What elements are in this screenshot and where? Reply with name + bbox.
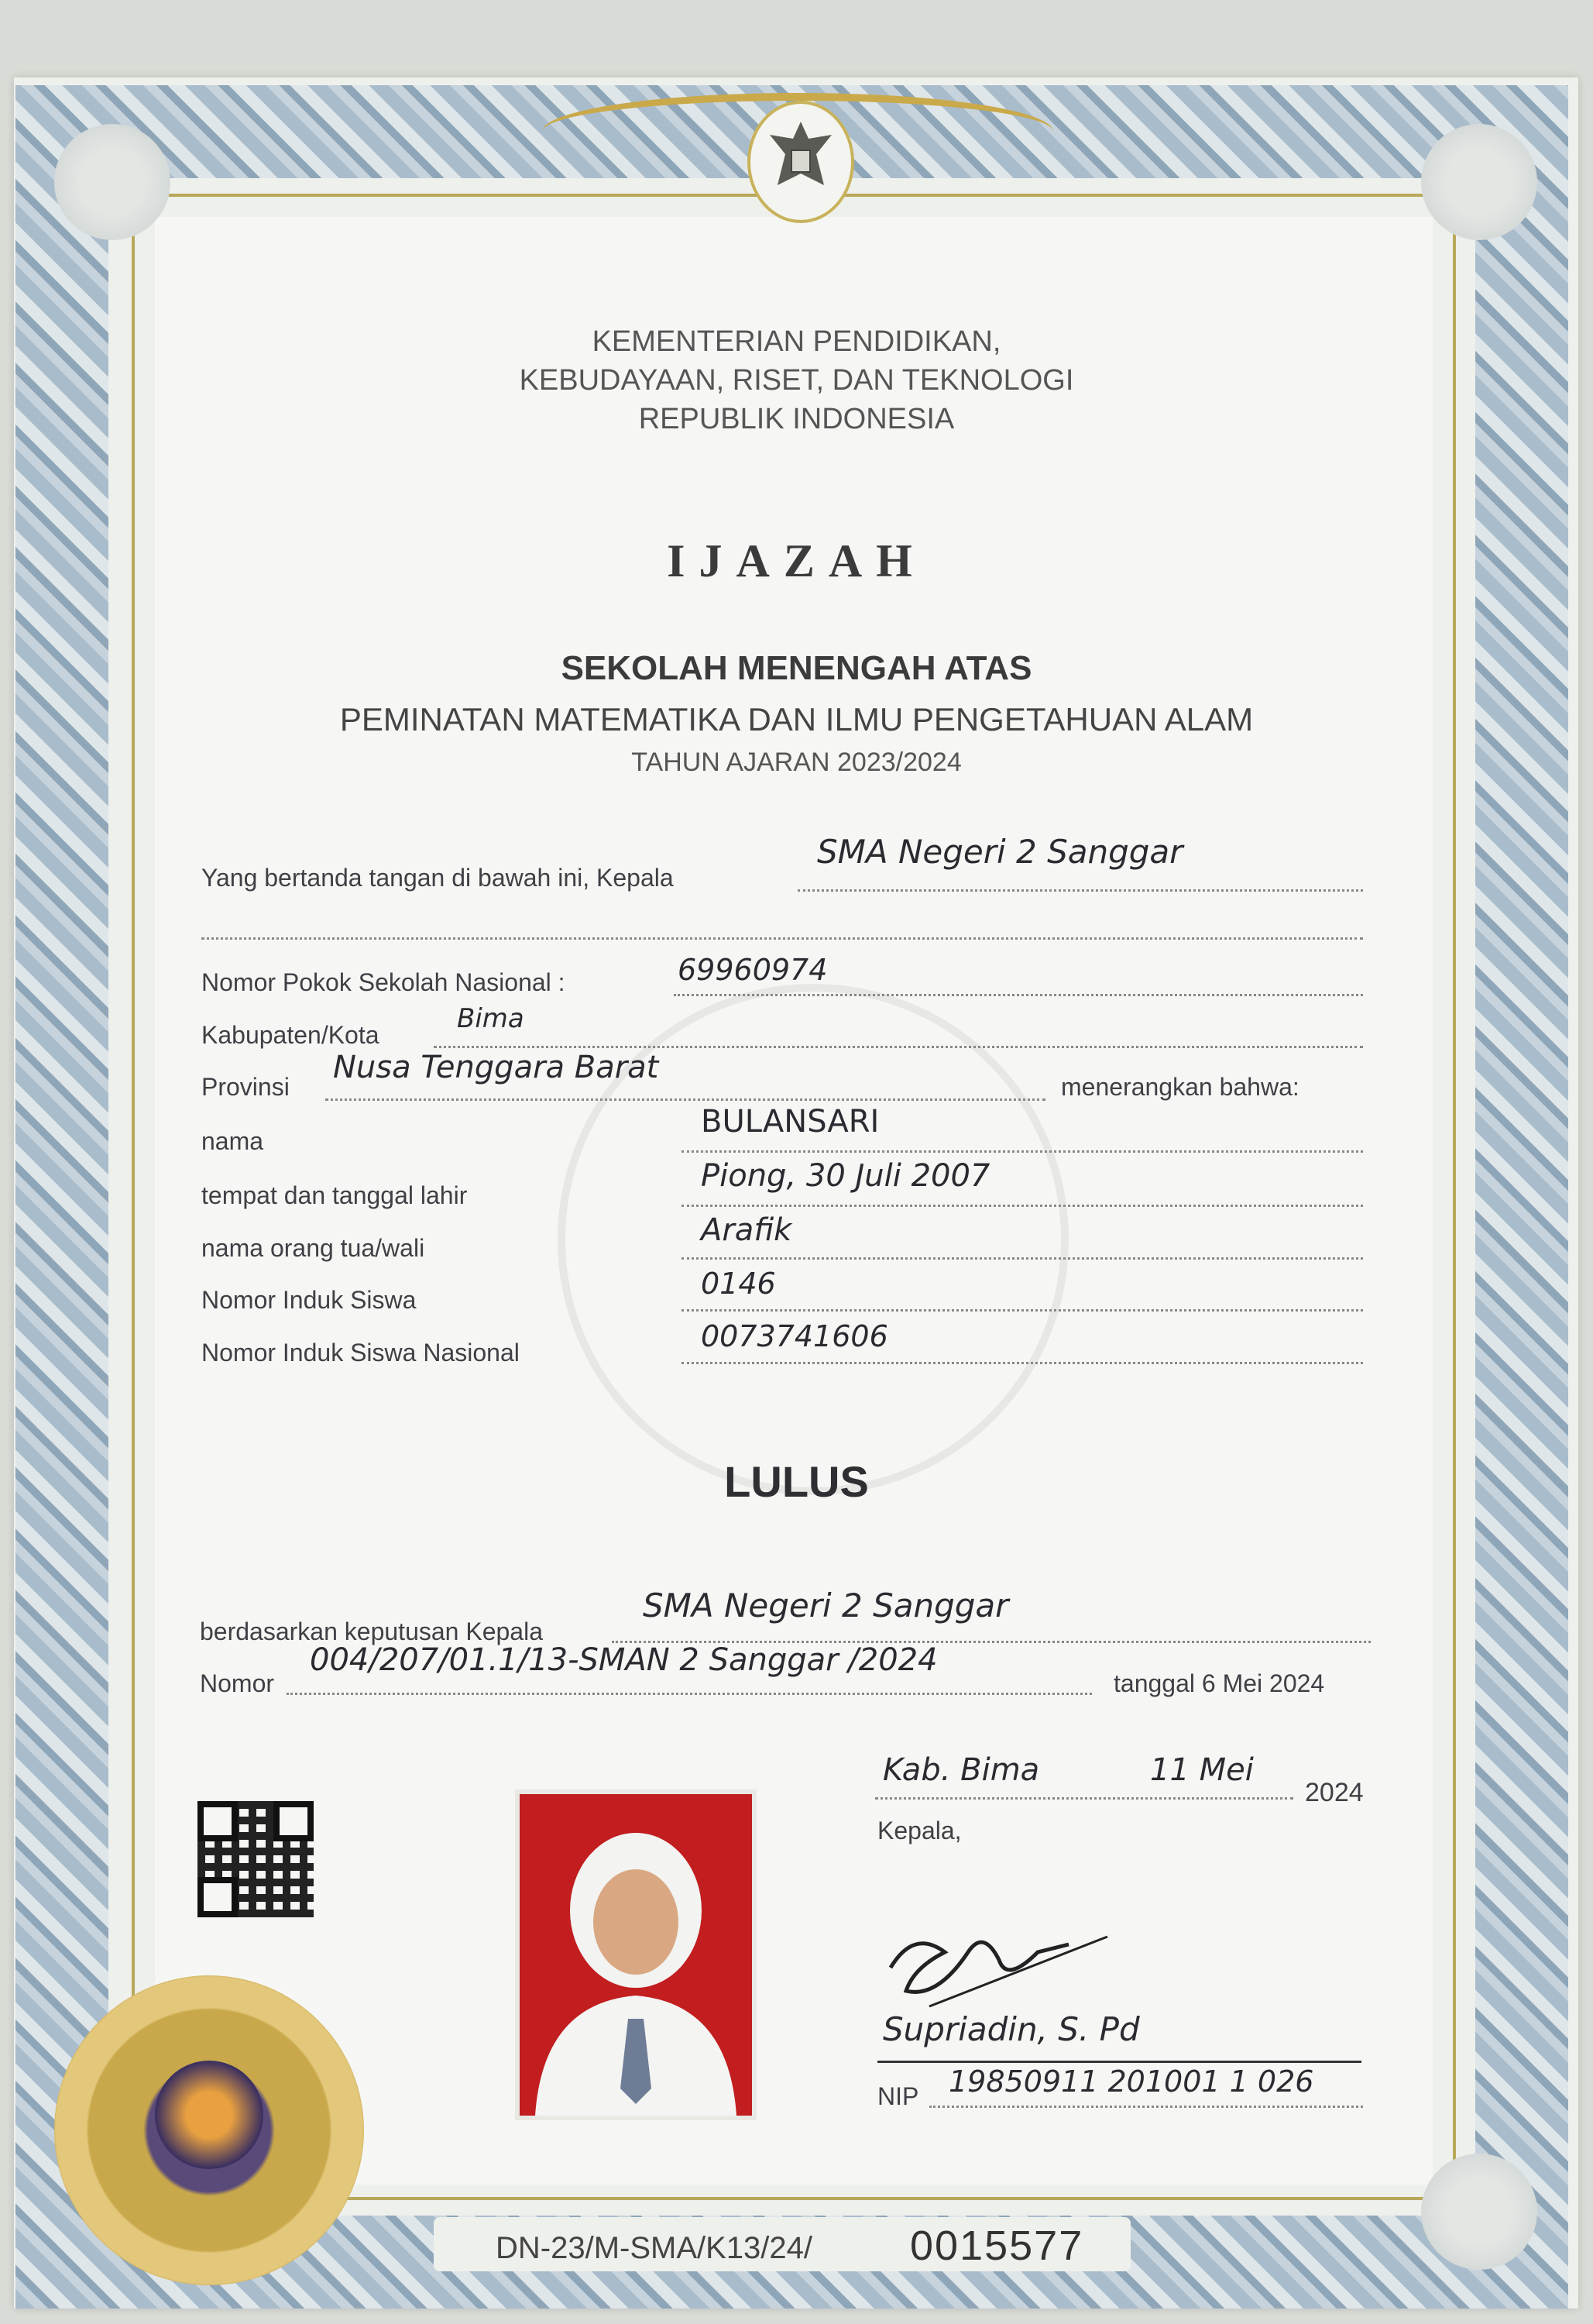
corner-ornament [54,124,170,240]
signature-line [877,2061,1361,2063]
birth-value: Piong, 30 Juli 2007 [701,1158,990,1194]
academic-year: TAHUN AJARAN 2023/2024 [631,748,962,777]
student-photo [515,1789,757,2120]
fill-line [681,1205,1363,1207]
fill-line [434,1046,1363,1048]
fill-line [681,1150,1363,1153]
document-title: IJAZAH [667,535,926,586]
signature-place: Kab. Bima [883,1752,1040,1788]
decision-number-label: Nomor [200,1669,275,1697]
tut-wuri-logo-icon [155,2061,263,2169]
nisn-value: 0073741606 [701,1319,888,1353]
name-label: nama [201,1127,264,1155]
birth-label: tempat dan tanggal lahir [201,1181,468,1209]
name-value: BULANSARI [701,1104,880,1140]
province-label: Provinsi [201,1073,290,1101]
corner-ornament [1421,2154,1537,2270]
fill-line [325,1098,1045,1101]
fill-line [287,1693,1092,1695]
fill-line [875,1797,1293,1800]
fill-line [681,1362,1363,1364]
nis-value: 0146 [701,1267,776,1301]
nisn-label: Nomor Induk Siswa Nasional [201,1339,520,1367]
nis-label: Nomor Induk Siswa [201,1286,417,1314]
parent-value: Arafik [701,1212,792,1248]
regency-label: Kabupaten/Kota [201,1021,379,1049]
garuda-emblem [747,101,854,223]
ministry-line-2: KEBUDAYAAN, RISET, DAN TEKNOLOGI [519,364,1074,397]
fill-line [681,1257,1363,1260]
declares-label: menerangkan bahwa: [1061,1073,1299,1101]
qr-code [197,1801,314,1917]
signature-day-month: 11 Mei [1150,1752,1254,1788]
corner-ornament [1421,124,1537,240]
signer-name: Supriadin, S. Pd [883,2010,1140,2048]
fill-line [201,937,1363,940]
serial-number: 0015577 [910,2223,1084,2269]
ministry-line-1: KEMENTERIAN PENDIDIKAN, [592,325,1001,358]
fill-line [681,1309,1363,1312]
nip-label: NIP [877,2082,919,2110]
fill-line [674,994,1363,996]
signature-year: 2024 [1305,1778,1364,1807]
nip-value: 19850911 201001 1 026 [949,2064,1314,2099]
school-level: SEKOLAH MENENGAH ATAS [561,649,1032,687]
hologram-seal [54,1975,364,2285]
regency-value: Bima [457,1003,524,1034]
parent-label: nama orang tua/wali [201,1234,425,1262]
decision-school-value: SMA Negeri 2 Sanggar [643,1587,1009,1624]
signature-mark [883,1921,1115,2022]
npsn-value: 69960974 [678,953,828,987]
ministry-line-3: REPUBLIK INDONESIA [638,403,955,435]
intro-label: Yang bertanda tangan di bawah ini, Kepala [201,864,674,892]
decision-date: tanggal 6 Mei 2024 [1114,1669,1325,1697]
province-value: Nusa Tenggara Barat [333,1050,659,1085]
decision-basis-label: berdasarkan keputusan Kepala [200,1618,543,1645]
fill-line [929,2106,1363,2108]
decision-number-value: 004/207/01.1/13-SMAN 2 Sanggar /2024 [310,1642,938,1678]
serial-prefix: DN-23/M-SMA/K13/24/ [496,2231,813,2265]
program-title: PEMINATAN MATEMATIKA DAN ILMU PENGETAHUAN ALAM [339,701,1254,737]
result-status: LULUS [724,1457,869,1506]
signature-role: Kepala, [877,1817,962,1844]
school-name-value: SMA Negeri 2 Sanggar [817,833,1183,871]
npsn-label: Nomor Pokok Sekolah Nasional : [201,968,565,996]
fill-line [798,889,1363,892]
